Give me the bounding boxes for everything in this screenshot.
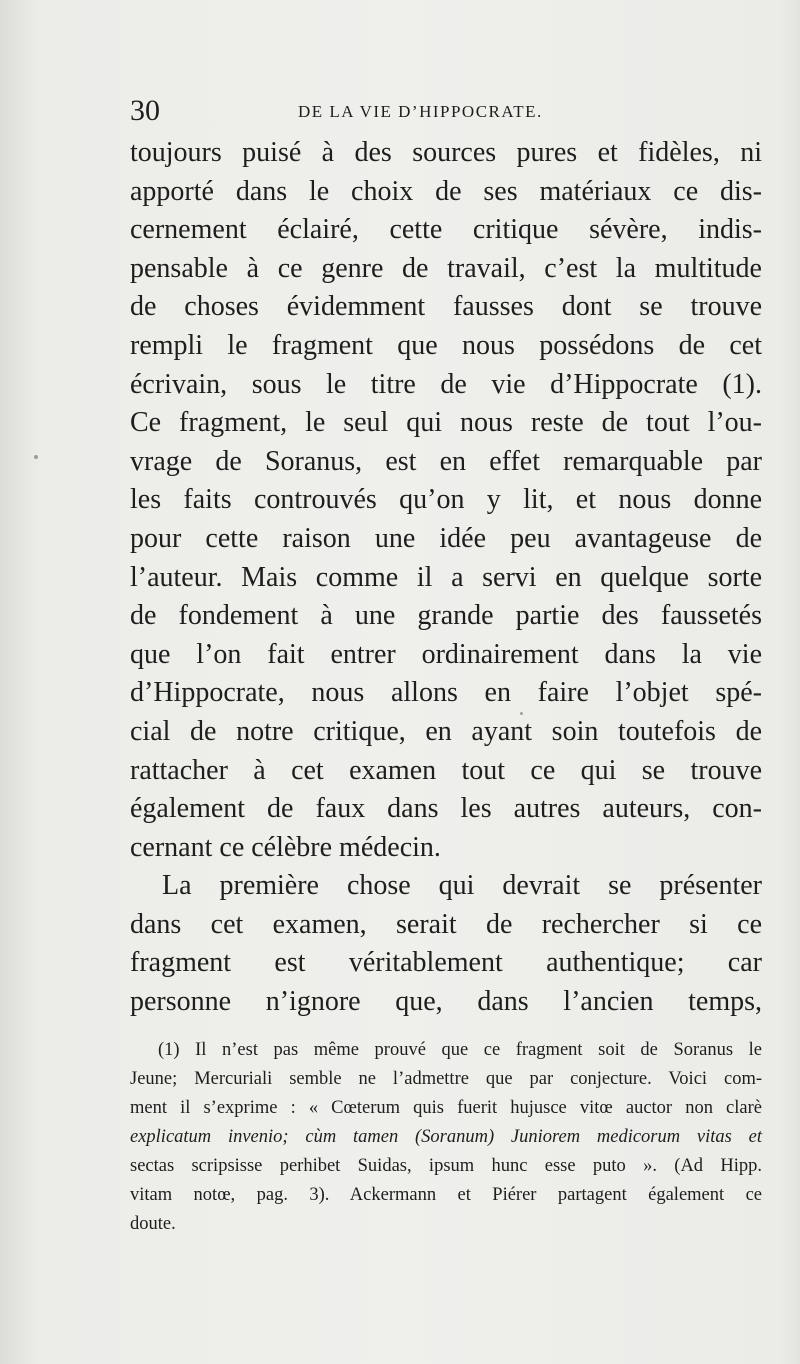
- footnote: [130, 1036, 762, 1239]
- text-line: La première chose qui devrait se présenter: [162, 870, 762, 902]
- text-line: d’Hippocrate, nous allons en faire l’objet spé-: [130, 677, 762, 709]
- text-line: cernant ce célèbre médecin.: [130, 831, 441, 863]
- body-text: [130, 134, 762, 1022]
- text-line: pensable à ce genre de travail, c’est la multitude: [130, 252, 762, 284]
- ink-speck: [34, 455, 38, 459]
- text-line: rempli le fragment que nous possédons de cet: [130, 329, 762, 361]
- text-line: écrivain, sous le titre de vie d’Hippocrate (1).: [130, 368, 762, 400]
- text-line: de fondement à une grande partie des faussetés: [130, 600, 762, 632]
- page-number: 30: [130, 94, 160, 127]
- text-line: cial de notre critique, en ayant soin toutefois de: [130, 715, 762, 747]
- text-line: personne n’ignore que, dans l’ancien temps,: [130, 986, 762, 1018]
- footnote-line: sectas scripsisse perhibet Suidas, ipsum hunc esse puto ». (Ad Hipp.: [130, 1156, 762, 1176]
- text-line: dans cet examen, serait de rechercher si ce: [130, 908, 762, 940]
- footnote-line: vitam notœ, pag. 3). Ackermann et Piérer partagent également ce: [130, 1185, 762, 1205]
- page-header: [130, 94, 770, 134]
- text-line: apporté dans le choix de ses matériaux ce dis-: [130, 175, 762, 207]
- text-line: que l’on fait entrer ordinairement dans la vie: [130, 638, 762, 670]
- ink-speck: [520, 712, 523, 715]
- footnote-line: ment il s’exprime : « Cœterum quis fuerit hujusce vitœ auctor non clarè: [130, 1098, 762, 1118]
- text-line: fragment est véritablement authentique; car: [130, 947, 762, 979]
- text-line: pour cette raison une idée peu avantageuse de: [130, 522, 762, 554]
- footnote-line: doute.: [130, 1214, 176, 1234]
- text-line: toujours puisé à des sources pures et fidèles, ni: [130, 137, 762, 168]
- footnote-line: Jeune; Mercuriali semble ne l’admettre que par conjecture. Voici com-: [130, 1069, 762, 1089]
- text-line: de choses évidemment fausses dont se trouve: [130, 291, 762, 323]
- footnote-line: explicatum invenio; cùm tamen (Soranum) Juniorem medicorum vitas et: [130, 1127, 762, 1147]
- text-line: rattacher à cet examen tout ce qui se trouve: [130, 754, 762, 786]
- text-line: les faits controuvés qu’on y lit, et nous donne: [130, 484, 762, 516]
- text-line: cernement éclairé, cette critique sévère, indis-: [130, 214, 762, 246]
- running-title: DE LA VIE D’HIPPOCRATE.: [298, 102, 543, 121]
- text-line: également de faux dans les autres auteurs, con-: [130, 793, 762, 825]
- text-line: vrage de Soranus, est en effet remarquable par: [130, 445, 762, 477]
- text-line: Ce fragment, le seul qui nous reste de tout l’ou-: [130, 407, 762, 439]
- footnote-line: (1) Il n’est pas même prouvé que ce fragment soit de Soranus le: [158, 1040, 762, 1060]
- text-line: l’auteur. Mais comme il a servi en quelque sorte: [130, 561, 762, 593]
